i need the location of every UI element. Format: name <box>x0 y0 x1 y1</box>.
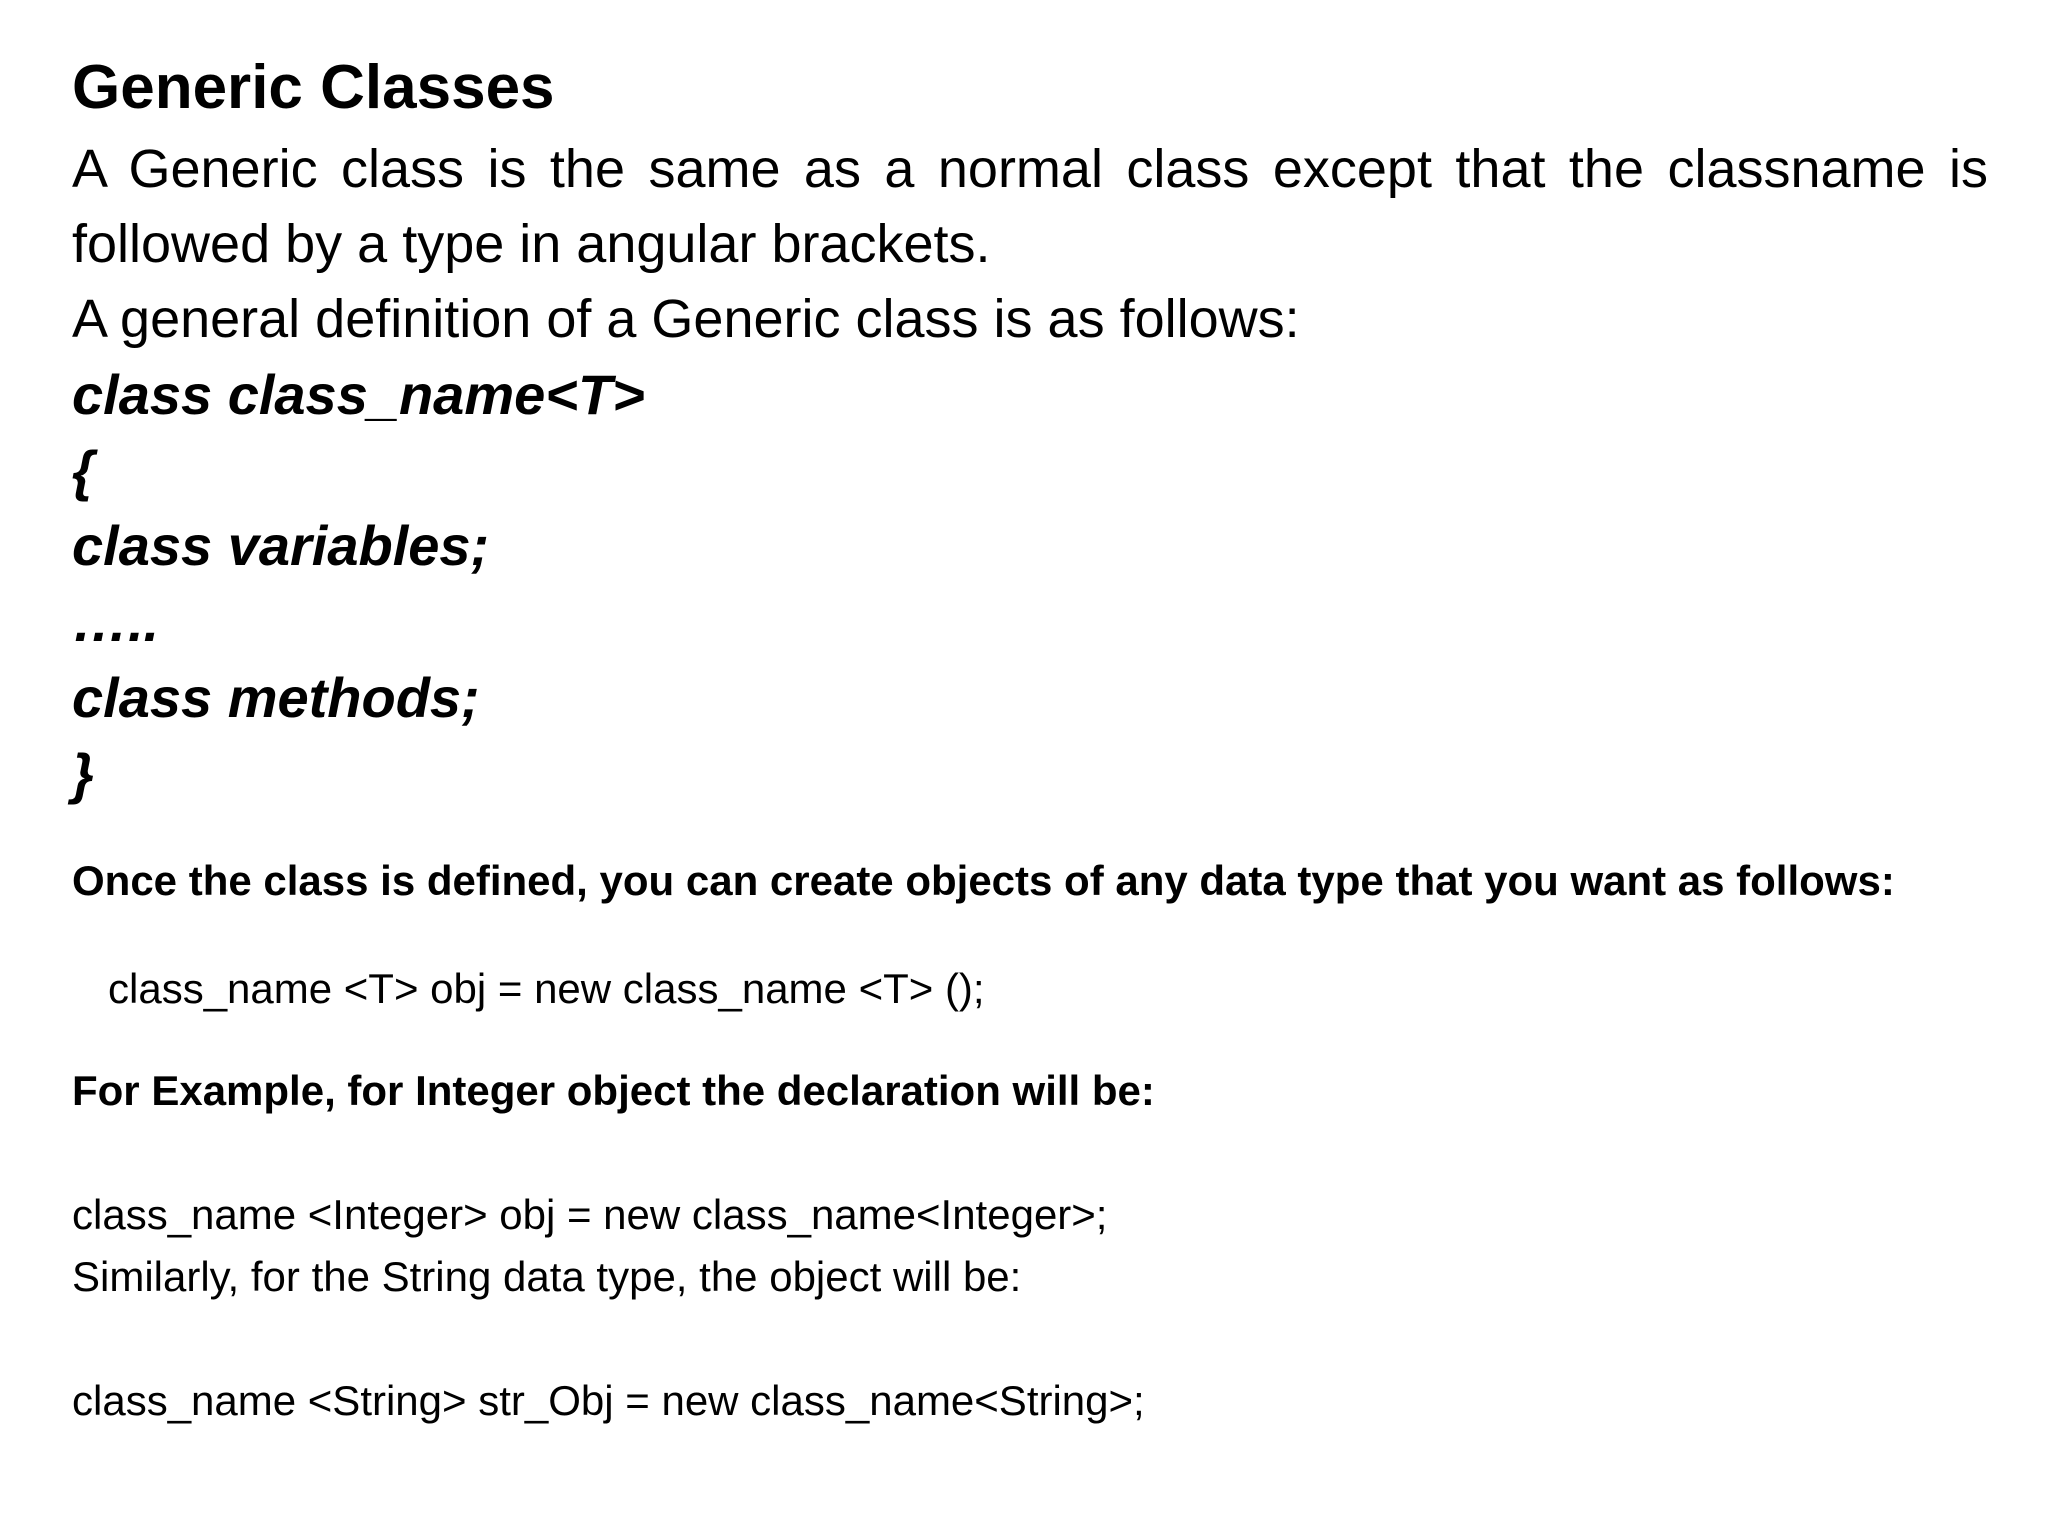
slide-title: Generic Classes <box>72 53 555 122</box>
intro-line-1: A Generic class is the same as a normal class except that the classname is <box>72 139 1988 199</box>
code-line-class-variables: class variables; <box>72 514 490 577</box>
code-line-ellipsis: ….. <box>72 590 160 653</box>
intro-line-2: followed by a type in angular brackets. <box>72 214 991 274</box>
example-heading: For Example, for Integer object the declaration will be: <box>72 1067 1155 1114</box>
string-declaration: class_name <String> str_Obj = new class_name<String>; <box>72 1377 1145 1424</box>
intro-line-3: A general definition of a Generic class is as follows: <box>72 289 1300 349</box>
integer-declaration: class_name <Integer> obj = new class_name<Integer>; <box>72 1191 1108 1238</box>
code-line-close-brace: } <box>72 742 94 805</box>
code-line-class-declaration: class class_name<T> <box>72 363 645 426</box>
code-line-open-brace: { <box>72 439 94 502</box>
objects-note: Once the class is defined, you can create objects of any data type that you want as follows: <box>72 857 1895 904</box>
code-line-class-methods: class methods; <box>72 666 480 729</box>
generic-declaration: class_name <T> obj = new class_name <T> (); <box>108 965 985 1012</box>
string-note: Similarly, for the String data type, the object will be: <box>72 1253 1022 1300</box>
